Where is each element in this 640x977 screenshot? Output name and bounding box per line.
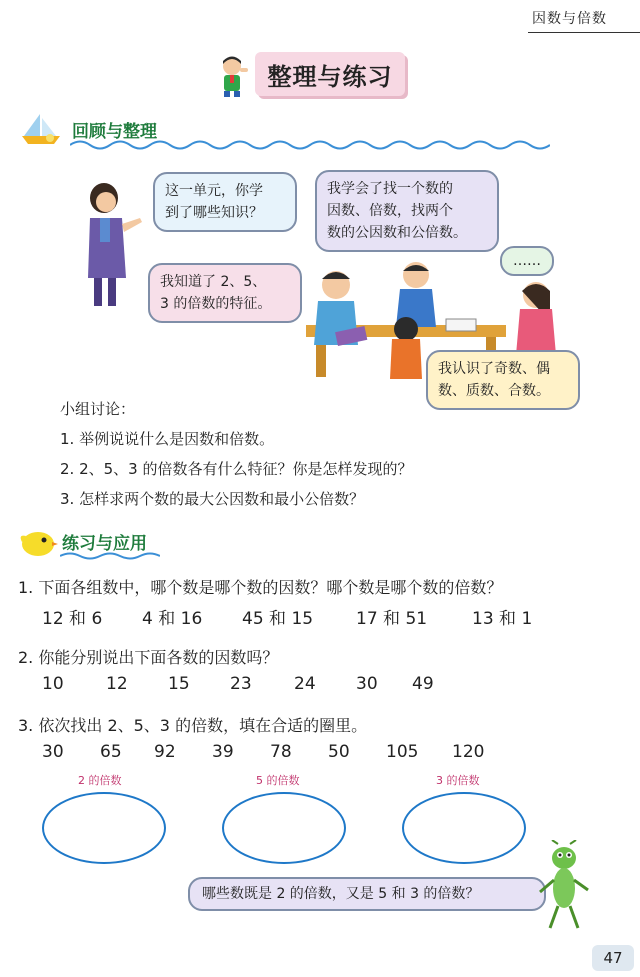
number-item: 15 (168, 674, 190, 694)
q1-pairs (0, 604, 640, 628)
wave-divider (60, 551, 160, 561)
number-item: 10 (42, 674, 64, 694)
question-3: 3. 依次找出 2、5、3 的倍数，填在合适的圈里。 (18, 716, 368, 735)
page-number: 47 (592, 945, 634, 971)
bubble-line: 因数、倍数，找两个 (327, 203, 453, 219)
chick-icon (18, 524, 58, 558)
q3-numbers (0, 742, 640, 766)
practice-heading: 练习与应用 (62, 534, 147, 554)
thinking-bubble: …… (500, 246, 554, 276)
number-item: 65 (100, 742, 122, 762)
number-item: 105 (386, 742, 419, 762)
pair-item: 12 和 6 (42, 609, 103, 629)
sailboat-icon (16, 112, 66, 148)
multiples-of-2-circle[interactable] (42, 792, 166, 864)
circle-label-3: 3 的倍数 (436, 774, 480, 787)
discussion-title: 小组讨论： (60, 400, 136, 418)
discussion-item: 3. 怎样求两个数的最大公因数和最小公倍数？ (60, 490, 365, 508)
pair-item: 45 和 15 (242, 609, 314, 629)
bubble-line: 我学会了找一个数的 (327, 181, 453, 197)
student-speech-bubble-left (148, 263, 302, 323)
wave-divider (70, 138, 550, 152)
question-2: 2. 你能分别说出下面各数的因数吗？ (18, 648, 279, 667)
teacher-speech-bubble (153, 172, 297, 232)
number-item: 49 (412, 674, 434, 694)
discussion-item: 2. 2、5、3 的倍数各有什么特征？你是怎样发现的？ (60, 460, 413, 478)
discussion-block (60, 394, 412, 514)
number-item: 78 (270, 742, 292, 762)
boy-mascot-illustration (210, 54, 254, 98)
student-speech-bubble-bottom (426, 350, 580, 410)
header-rule (528, 32, 640, 33)
question-speech-bubble: 哪些数既是 2 的倍数，又是 5 和 3 的倍数？ (188, 877, 546, 911)
pair-item: 13 和 1 (472, 609, 533, 629)
number-item: 30 (356, 674, 378, 694)
chapter-header: 因数与倍数 (532, 11, 607, 27)
number-item: 30 (42, 742, 64, 762)
multiples-of-3-circle[interactable] (402, 792, 526, 864)
number-item: 39 (212, 742, 234, 762)
circle-label-2: 2 的倍数 (78, 774, 122, 787)
teacher-bubble-line: 到了哪些知识？ (165, 205, 263, 221)
multiples-of-5-circle[interactable] (222, 792, 346, 864)
student-speech-bubble-top (315, 170, 499, 252)
bubble-line: 我认识了奇数、偶 (438, 361, 550, 377)
bubble-line: 我知道了 2、5、 (160, 274, 267, 290)
teacher-illustration (66, 178, 146, 308)
pair-item: 4 和 16 (142, 609, 203, 629)
grasshopper-illustration (534, 840, 594, 930)
page-title: 整理与练习 (255, 52, 405, 96)
question-1: 1. 下面各组数中，哪个数是哪个数的因数？哪个数是哪个数的倍数？ (18, 578, 503, 597)
bubble-line: 数的公因数和公倍数。 (327, 225, 467, 241)
number-item: 12 (106, 674, 128, 694)
discussion-item: 1. 举例说说什么是因数和倍数。 (60, 430, 275, 448)
circle-label-5: 5 的倍数 (256, 774, 300, 787)
q2-numbers (0, 674, 640, 698)
number-item: 50 (328, 742, 350, 762)
number-item: 23 (230, 674, 252, 694)
teacher-bubble-line: 这一单元，你学 (165, 183, 263, 199)
number-item: 92 (154, 742, 176, 762)
review-heading: 回顾与整理 (72, 122, 157, 142)
pair-item: 17 和 51 (356, 609, 428, 629)
bubble-line: 数、质数、合数。 (438, 383, 550, 399)
bubble-line: 3 的倍数的特征。 (160, 296, 272, 312)
number-item: 24 (294, 674, 316, 694)
number-item: 120 (452, 742, 485, 762)
